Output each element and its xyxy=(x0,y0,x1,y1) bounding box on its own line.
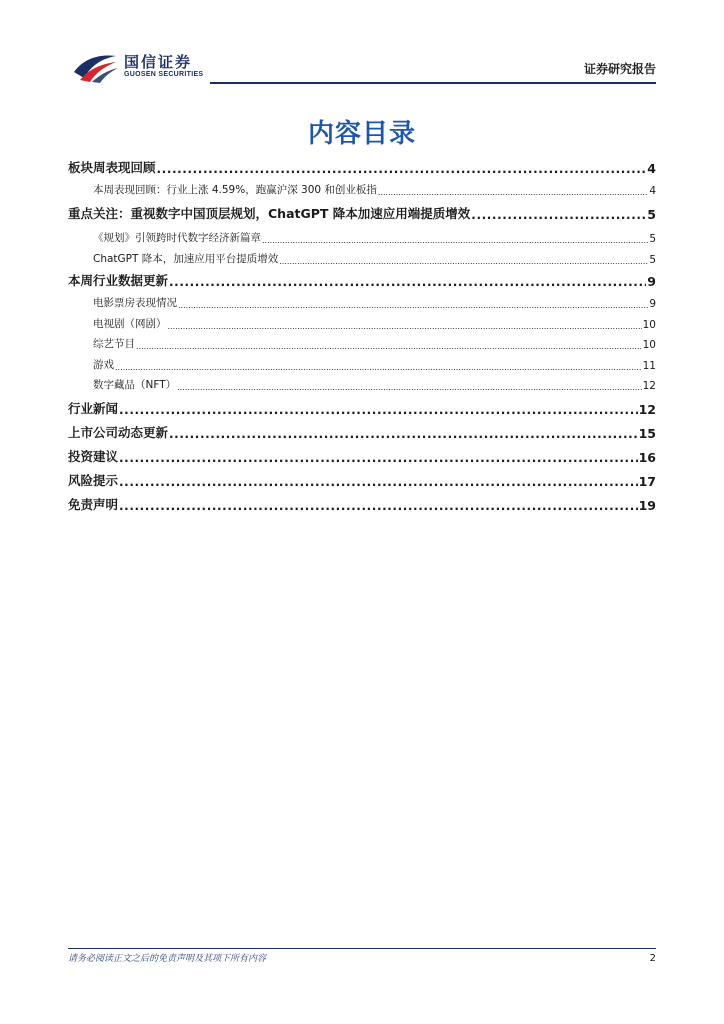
toc-entry-label: 数字藏品（NFT） xyxy=(93,379,177,391)
toc-leader-dots xyxy=(119,403,638,417)
toc-entry-label: 风险提示 xyxy=(68,473,119,488)
footer-disclaimer: 请务必阅读正文之后的免责声明及其项下所有内容 xyxy=(68,954,267,964)
toc-entry-label: 板块周表现回顾 xyxy=(68,160,156,175)
page-number: 2 xyxy=(649,953,656,964)
toc-entry[interactable] xyxy=(68,290,656,310)
toc-entry-label: 《规划》引领跨时代数字经济新篇章 xyxy=(93,232,261,244)
toc-entry-page: 17 xyxy=(638,474,656,489)
header-divider xyxy=(210,82,656,84)
toc-entry-page: 9 xyxy=(647,274,656,289)
toc-entry-label: 电影票房表现情况 xyxy=(93,297,177,309)
toc-entry[interactable] xyxy=(68,491,656,513)
toc-entry[interactable] xyxy=(68,443,656,465)
toc-entry-page: 5 xyxy=(649,254,656,266)
toc-entry[interactable] xyxy=(68,419,656,441)
toc-entry-label: 本周行业数据更新 xyxy=(68,273,169,288)
toc-leader-dots xyxy=(279,252,648,266)
toc-entry[interactable] xyxy=(68,395,656,417)
guosen-logo xyxy=(70,50,210,84)
toc-leader-dots xyxy=(119,475,638,489)
toc-entry-label: 投资建议 xyxy=(68,449,119,464)
toc-leader-dots xyxy=(471,208,646,222)
toc-entry-label: ChatGPT 降本，加速应用平台提质增效 xyxy=(93,253,279,265)
toc-entry-page: 12 xyxy=(642,380,656,392)
toc-entry-page: 12 xyxy=(638,402,656,417)
toc-leader-dots xyxy=(378,183,648,197)
toc-entry-label: 综艺节目 xyxy=(93,338,135,350)
footer-divider xyxy=(68,948,656,949)
toc-entry-label: 免责声明 xyxy=(68,497,119,512)
report-type-label: 证券研究报告 xyxy=(583,62,656,76)
toc-entry[interactable] xyxy=(68,246,656,266)
toc-entry-label: 重点关注：重视数字中国顶层规划，ChatGPT 降本加速应用端提质增效 xyxy=(68,206,471,221)
toc-entry-page: 5 xyxy=(647,207,656,222)
toc-leader-dots xyxy=(178,296,648,310)
toc-entry-page: 11 xyxy=(642,360,656,372)
toc-leader-dots xyxy=(177,378,642,392)
logo-chinese-name: 国信证券 xyxy=(124,53,193,71)
toc-entry[interactable] xyxy=(68,177,656,197)
toc-leader-dots xyxy=(119,499,638,513)
toc-entry-page: 5 xyxy=(649,233,656,245)
toc-leader-dots xyxy=(119,451,638,465)
toc-entry-label: 电视剧（网剧） xyxy=(93,318,167,330)
toc-entry-page: 9 xyxy=(649,298,656,310)
toc-entry[interactable] xyxy=(68,154,656,176)
toc-entry-label: 上市公司动态更新 xyxy=(68,425,169,440)
toc-entry-page: 15 xyxy=(638,426,656,441)
toc-leader-dots xyxy=(169,427,638,441)
toc-entry[interactable] xyxy=(68,311,656,331)
toc-entry[interactable] xyxy=(68,372,656,392)
logo-english-name: GUOSEN SECURITIES xyxy=(124,71,204,78)
toc-entry-page: 16 xyxy=(638,450,656,465)
toc-leader-dots xyxy=(168,317,642,331)
toc-leader-dots xyxy=(136,337,642,351)
toc-title: 内容目录 xyxy=(307,119,416,149)
toc-entry[interactable] xyxy=(68,225,656,245)
toc-entry[interactable] xyxy=(68,467,656,489)
toc-entry[interactable] xyxy=(68,352,656,372)
toc-entry-label: 本周表现回顾：行业上涨 4.59%，跑赢沪深 300 和创业板指 xyxy=(93,184,377,196)
toc-entry-page: 4 xyxy=(649,185,656,197)
page-header xyxy=(0,0,724,90)
toc-entry[interactable] xyxy=(68,331,656,351)
toc-entry-label: 行业新闻 xyxy=(68,401,119,416)
toc-leader-dots xyxy=(115,358,642,372)
toc-leader-dots xyxy=(262,231,648,245)
toc-entry[interactable] xyxy=(68,267,656,289)
toc-entry[interactable] xyxy=(68,200,656,222)
guosen-logo-icon xyxy=(70,50,120,84)
toc-entry-page: 10 xyxy=(642,339,656,351)
toc-leader-dots xyxy=(169,275,646,289)
toc-leader-dots xyxy=(157,162,647,176)
toc-entry-page: 19 xyxy=(638,498,656,513)
toc-entry-label: 游戏 xyxy=(93,359,114,371)
toc-entry-page: 10 xyxy=(642,319,656,331)
toc-entry-page: 4 xyxy=(647,161,656,176)
